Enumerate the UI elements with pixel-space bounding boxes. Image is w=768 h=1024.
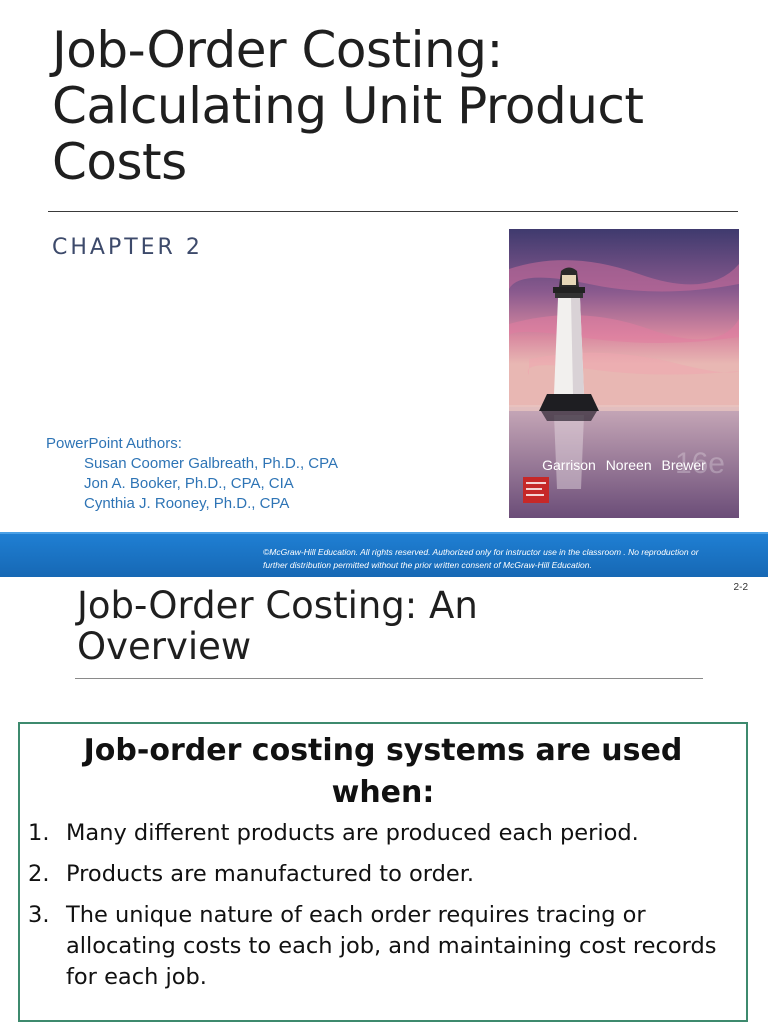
- author-name: Jon A. Booker, Ph.D., CPA, CIA: [84, 475, 294, 492]
- author-name: Susan Coomer Galbreath, Ph.D., CPA: [84, 455, 339, 472]
- title-divider: [48, 211, 738, 212]
- slide-title: Job-Order Costing: An Overview: [77, 584, 478, 668]
- authors-heading: PowerPoint Authors:: [46, 435, 182, 452]
- item-number: 3.: [28, 902, 50, 928]
- conditions-box: [18, 722, 748, 1022]
- cover-authors: Garrison Noreen Brewer: [542, 457, 706, 473]
- slide-title: Job-Order Costing: Calculating Unit Product Costs: [52, 21, 644, 191]
- cover-edition: 16e: [674, 447, 725, 480]
- page-number: 2-2: [733, 582, 748, 593]
- author-name: Cynthia J. Rooney, Ph.D., CPA: [84, 495, 290, 512]
- item-number: 1.: [28, 820, 50, 846]
- list-item: [28, 900, 734, 993]
- copyright-notice: ©McGraw-Hill Education. All rights reserved. Authorized only for instructor use in the classroom . No reproduction or further distribution permitted without the prior written consent of McGraw-Hill Education.: [263, 547, 699, 570]
- list-item: [28, 818, 734, 849]
- overview-slide: [0, 577, 768, 1024]
- item-text: The unique nature of each order requires tracing or allocating costs to each job, and maintaining cost records for each job.: [66, 902, 717, 990]
- footer-band: [0, 532, 768, 579]
- conditions-list: [20, 818, 746, 993]
- item-text: Products are manufactured to order.: [66, 861, 475, 887]
- chapter-label: CHAPTER 2: [52, 235, 203, 260]
- box-heading: Job-order costing systems are used when:: [83, 733, 683, 810]
- list-item: [28, 859, 734, 890]
- item-number: 2.: [28, 861, 50, 887]
- title-divider: [75, 678, 703, 679]
- item-text: Many different products are produced each period.: [66, 820, 639, 846]
- book-cover-image: [509, 229, 739, 518]
- powerpoint-authors: [46, 434, 338, 514]
